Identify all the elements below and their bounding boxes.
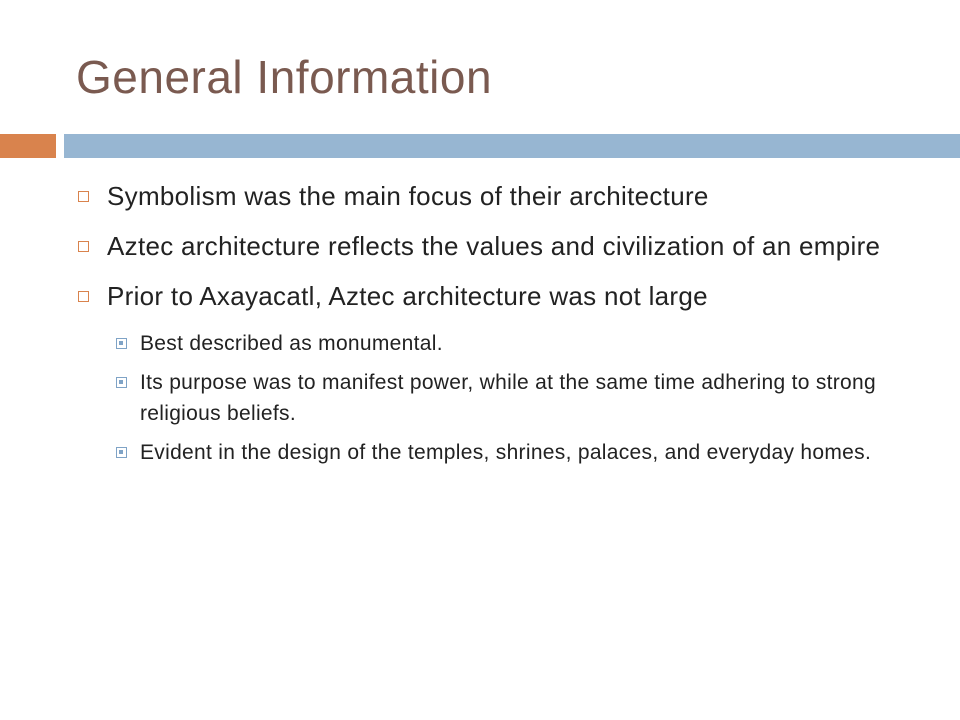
slide-title: General Information	[76, 51, 493, 103]
sub-bullet-text: Evident in the design of the temples, shrines, palaces, and everyday homes.	[140, 441, 872, 464]
hollow-square-bullet-icon	[78, 291, 89, 302]
sub-bullet-text: Best described as monumental.	[140, 332, 443, 355]
filled-square-bullet-icon	[116, 447, 127, 458]
sub-bullet-item	[116, 367, 906, 429]
bullet-item	[76, 228, 906, 264]
hollow-square-bullet-icon	[78, 191, 89, 202]
bullet-item	[76, 278, 906, 314]
hollow-square-bullet-icon	[78, 241, 89, 252]
bullet-text: Symbolism was the main focus of their architecture	[107, 181, 709, 211]
bullet-item	[76, 178, 906, 214]
sub-bullet-text: Its purpose was to manifest power, while at the same time adhering to strong religious beliefs.	[140, 371, 876, 425]
filled-square-bullet-icon	[116, 338, 127, 349]
sub-bullet-item	[116, 328, 906, 359]
title-divider-bar	[64, 134, 960, 158]
sub-bullet-item	[116, 437, 906, 468]
bullet-text: Prior to Axayacatl, Aztec architecture was not large	[107, 281, 708, 311]
bullet-list	[76, 178, 906, 476]
filled-square-bullet-icon	[116, 377, 127, 388]
bullet-text: Aztec architecture reflects the values and civilization of an empire	[107, 231, 881, 261]
title-accent-bar	[0, 134, 56, 158]
